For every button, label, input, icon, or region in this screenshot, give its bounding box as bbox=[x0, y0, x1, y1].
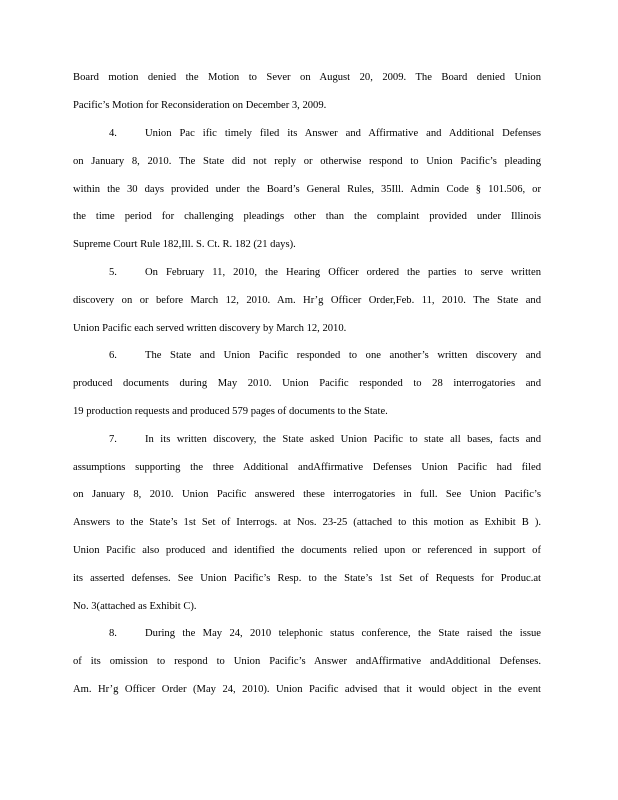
text-line: The State and Union Pacific responded to one another’s written discovery and bbox=[145, 350, 541, 361]
text-line: Am. Hr’g Officer Order (May 24, 2010). Union Pacific advised that it would object in the event bbox=[73, 684, 541, 695]
paragraph-number: 6. bbox=[109, 350, 117, 361]
text-line: of its omission to respond to Union Pacific’s Answer andAffirmative andAdditional Defenses. bbox=[73, 656, 541, 667]
text-line: discovery on or before March 12, 2010. Am. Hr’g Officer Order,Feb. 11, 2010. The State and bbox=[73, 295, 541, 306]
text-line: produced documents during May 2010. Union Pacific responded to 28 interrogatories and bbox=[73, 378, 541, 389]
text-line: In its written discovery, the State asked Union Pacific to state all bases, facts and bbox=[145, 434, 541, 445]
text-line: on January 8, 2010. Union Pacific answered these interrogatories in full. See Union Pacific’s bbox=[73, 489, 541, 500]
text-line: Union Pac ific timely filed its Answer and Affirmative and Additional Defenses bbox=[145, 128, 541, 139]
text-line: the time period for challenging pleadings other than the complaint provided under Illinois bbox=[73, 211, 541, 222]
text-line: Answers to the State’s 1st Set of Interrogs. at Nos. 23-25 (attached to this motion as Exhibit B ). bbox=[73, 517, 541, 528]
text-line: Union Pacific also produced and identified the documents relied upon or referenced in support of bbox=[73, 545, 541, 556]
paragraph-number: 5. bbox=[109, 267, 117, 278]
text-line: on January 8, 2010. The State did not reply or otherwise respond to Union Pacific’s pleading bbox=[73, 156, 541, 167]
paragraph-number: 4. bbox=[109, 128, 117, 139]
text-line: No. 3(attached as Exhibit C). bbox=[73, 601, 197, 612]
text-line: Board motion denied the Motion to Sever on August 20, 2009. The Board denied Union bbox=[73, 72, 541, 83]
paragraph-number: 8. bbox=[109, 628, 117, 639]
paragraph-number: 7. bbox=[109, 434, 117, 445]
text-line: Supreme Court Rule 182,Ill. S. Ct. R. 182 (21 days). bbox=[73, 239, 296, 250]
text-line: its asserted defenses. See Union Pacific’s Resp. to the State’s 1st Set of Requests for Produc.at bbox=[73, 573, 541, 584]
text-line: During the May 24, 2010 telephonic status conference, the State raised the issue bbox=[145, 628, 541, 639]
text-line: assumptions supporting the three Additional andAffirmative Defenses Union Pacific had filed bbox=[73, 462, 541, 473]
text-line: On February 11, 2010, the Hearing Officer ordered the parties to serve written bbox=[145, 267, 541, 278]
text-line: within the 30 days provided under the Board’s General Rules, 35Ill. Admin Code § 101.506, or bbox=[73, 184, 541, 195]
text-line: 19 production requests and produced 579 pages of documents to the State. bbox=[73, 406, 388, 417]
text-line: Union Pacific each served written discovery by March 12, 2010. bbox=[73, 323, 347, 334]
text-line: Pacific’s Motion for Reconsideration on December 3, 2009. bbox=[73, 100, 327, 111]
